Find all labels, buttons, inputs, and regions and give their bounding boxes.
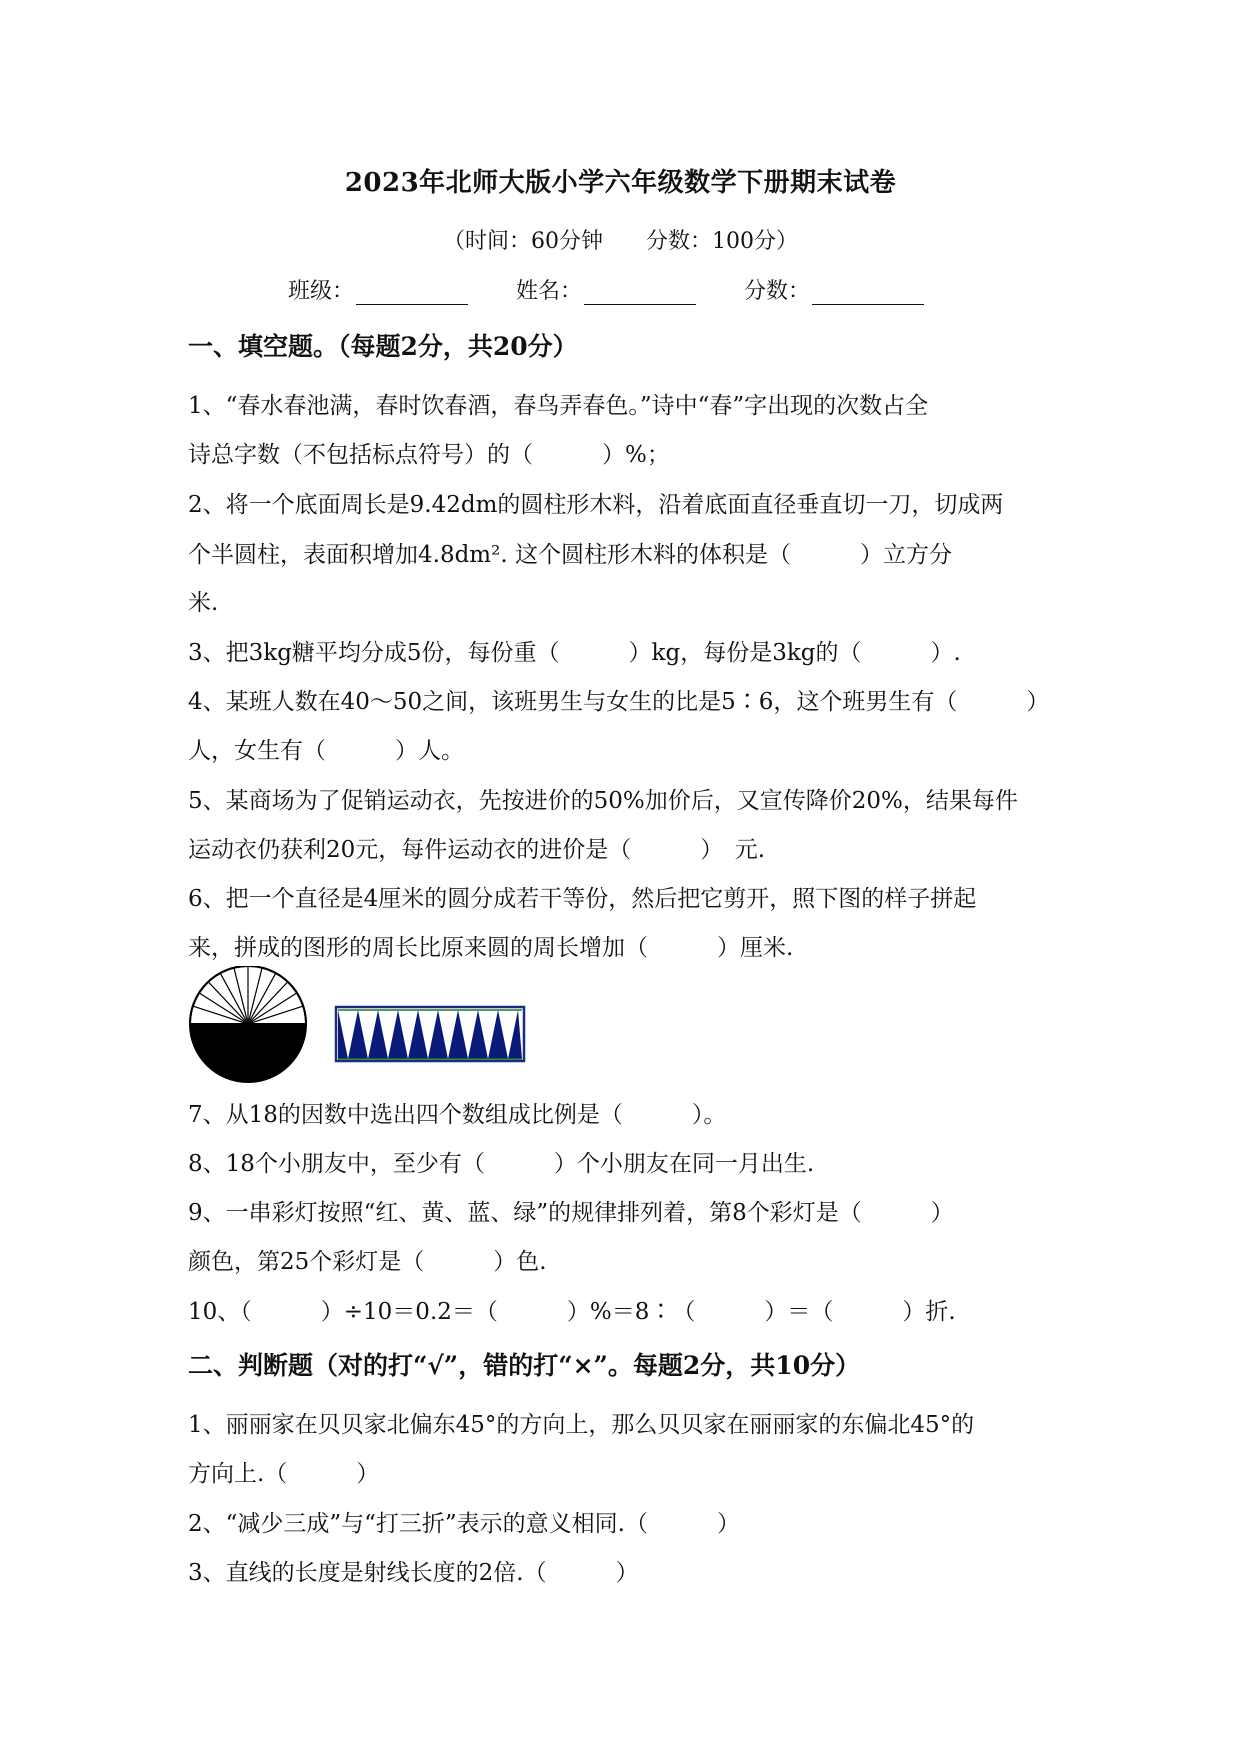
question-line: 5、某商场为了促销运动衣，先按进价的50%加价后，又宣传降价20%，结果每件 (188, 788, 1018, 814)
question-line: 来，拼成的图形的周长比原来圆的周长增加（ ）厘米. (188, 935, 794, 961)
section1-heading: 一、填空题。（每题2分，共20分） (188, 332, 578, 361)
name-blank[interactable] (584, 282, 696, 305)
score-info: 分数：100分） (646, 229, 798, 254)
question-line: 10、（ ）÷10＝0.2＝（ ）%＝8∶（ ）＝（ ）折. (188, 1299, 956, 1325)
score-label: 分数： (744, 279, 811, 304)
question-line: 9、一串彩灯按照“红、黄、蓝、绿”的规律排列着，第8个彩灯是（ ） (188, 1200, 954, 1226)
divided-circle (190, 966, 306, 1082)
question-line: 运动衣仍获利20元，每件运动衣的进价是（ ） 元. (188, 837, 766, 863)
question-line: 颜色，第25个彩灯是（ ）色. (188, 1249, 547, 1275)
class-label: 班级： (288, 279, 355, 304)
class-blank[interactable] (356, 282, 468, 305)
page-title: 2023年北师大版小学六年级数学下册期末试卷 (344, 168, 897, 198)
question-line: 8、18个小朋友中，至少有（ ）个小朋友在同一月出生. (188, 1151, 815, 1177)
question-line: 2、“减少三成”与“打三折”表示的意义相同.（ ） (188, 1511, 740, 1537)
question-line: 个半圆柱，表面积增加4.8dm². 这个圆柱形木料的体积是（ ）立方分 (188, 542, 952, 568)
question-line: 1、丽丽家在贝贝家北偏东45°的方向上，那么贝贝家在丽丽家的东偏北45°的 (188, 1412, 975, 1438)
section2-heading: 二、判断题（对的打“√”，错的打“×”。每题2分，共10分） (188, 1351, 861, 1380)
question-line: 7、从18的因数中选出四个数组成比例是（ ）。 (188, 1102, 727, 1128)
question-line: 3、把3kg糖平均分成5份，每份重（ ）kg，每份是3kg的（ ）. (188, 640, 961, 666)
rearranged-strip (336, 1007, 524, 1061)
question-line: 4、某班人数在40～50之间，该班男生与女生的比是5∶6，这个班男生有（ ） (188, 689, 1050, 715)
question-line: 诗总字数（不包括标点符号）的（ ）%； (188, 442, 670, 468)
question-line: 方向上.（ ） (188, 1461, 380, 1487)
question-line: 6、把一个直径是4厘米的圆分成若干等份，然后把它剪开，照下图的样子拼起 (188, 886, 977, 912)
time-info: （时间：60分钟 (443, 229, 603, 254)
score-blank[interactable] (812, 282, 924, 305)
name-field (516, 274, 696, 305)
question-line: 人，女生有（ ）人。 (188, 738, 464, 764)
circle-rearrangement-figure (188, 966, 538, 1086)
question-line: 米. (188, 590, 219, 616)
exam-subtitle (0, 224, 1241, 255)
question-line: 3、直线的长度是射线长度的2倍.（ ） (188, 1560, 639, 1586)
question-line: 2、将一个底面周长是9.42dm的圆柱形木料，沿着底面直径垂直切一刀，切成两 (188, 492, 1004, 518)
name-label: 姓名： (516, 279, 583, 304)
score-field (744, 274, 924, 305)
student-info-row (288, 274, 972, 305)
question-line: 1、“春水春池满，春时饮春酒，春鸟弄春色。”诗中“春”字出现的次数占全 (188, 393, 929, 419)
class-field (288, 274, 468, 305)
